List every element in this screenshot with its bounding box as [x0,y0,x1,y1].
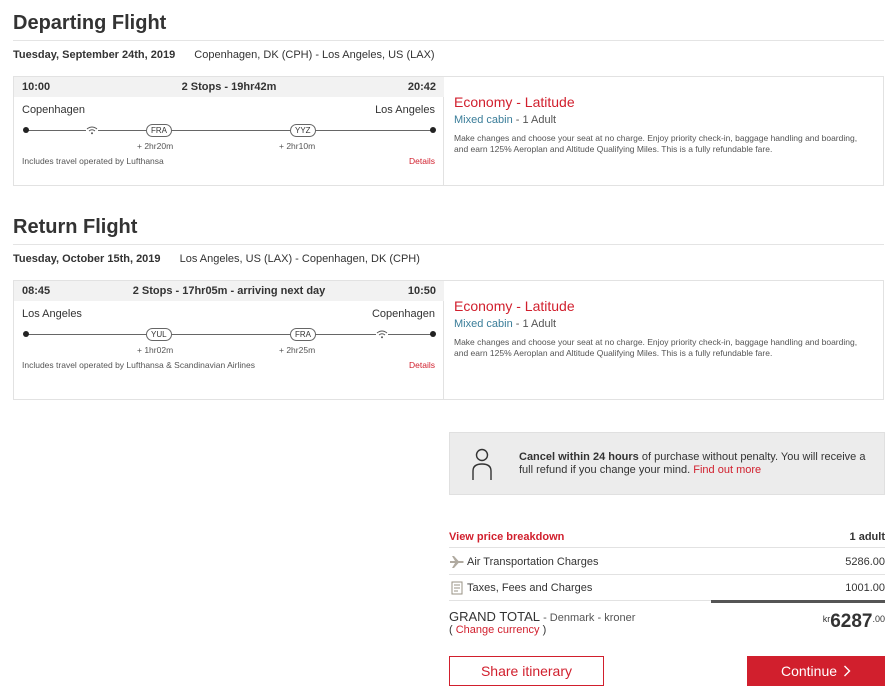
price-row-value: 1001.00 [845,582,885,594]
departing-date-row [13,49,884,61]
layover-duration: + 2hr20m [137,141,174,151]
currency-symbol: kr [822,614,831,624]
change-currency-row [449,624,546,636]
return-fare-description: Make changes and choose your seat at no charge. Enjoy priority check-in, baggage handling and boarding, and earn 125% Aeroplan and Altitude Qualifying Miles. This is a fully refundable fare. [454,337,858,358]
price-row [449,549,885,575]
departing-fare-name: Economy - Latitude [454,94,575,110]
wifi-icon [376,327,388,339]
return-arr-time: 10:50 [407,285,436,297]
passenger-label: 1 adult [849,531,885,543]
stop-badge: YYZ [290,124,316,137]
receipt-icon [449,581,465,595]
return-destination: Copenhagen [371,308,435,320]
return-operated: Includes travel operated by Lufthansa & Scandinavian Airlines [22,360,255,370]
mixed-cabin-link[interactable]: Mixed cabin [454,318,513,330]
departing-date: Tuesday, September 24th, 2019 [13,49,176,61]
layover-duration: + 2hr10m [279,141,316,151]
cancel-notice [449,432,885,495]
route-line [24,334,435,335]
wifi-icon [86,123,98,135]
departing-route: Copenhagen, DK (CPH) - Los Angeles, US (LAX) [194,49,435,61]
cancel-notice-body: of purchase without penalty. You will receive a full refund if you change your mind. [519,451,866,476]
return-dep-time: 08:45 [22,285,51,297]
return-details-link[interactable]: Details [409,360,435,370]
departing-destination: Los Angeles [375,104,435,116]
departing-arr-time: 20:42 [407,81,436,93]
total-divider [711,600,885,603]
passenger-count: - 1 Adult [512,318,557,330]
destination-dot [430,331,436,337]
price-row-label: Air Transportation Charges [467,556,599,568]
stop-badge: FRA [290,328,316,341]
stop-badge: YUL [146,328,172,341]
return-date: Tuesday, October 15th, 2019 [13,253,161,265]
departing-operated: Includes travel operated by Lufthansa [22,156,164,166]
grand-total-title: GRAND TOTAL [449,609,541,624]
stop-badge: FRA [146,124,172,137]
divider [13,40,884,41]
mixed-cabin-link[interactable]: Mixed cabin [454,114,513,126]
price-row [449,575,885,601]
return-flight-card [13,280,884,400]
departing-fare-cabin [454,114,556,126]
departing-origin: Copenhagen [22,104,86,116]
person-icon [471,447,493,481]
price-breakdown-header [449,530,885,548]
return-route: Los Angeles, US (LAX) - Copenhagen, DK (CPH) [179,253,420,265]
return-segment [14,281,444,399]
chevron-right-icon [843,656,851,686]
departing-dep-time: 10:00 [22,81,51,93]
continue-button[interactable] [747,656,885,686]
return-date-row [13,253,884,265]
grand-total-currency-name: - Denmark - kroner [540,612,636,624]
total-integer: 6287 [830,611,873,632]
passenger-count: - 1 Adult [512,114,557,126]
return-route-line [24,328,435,342]
return-summary: 2 Stops - 17hr05m - arriving next day [132,285,326,297]
departing-details-link[interactable]: Details [409,156,435,166]
destination-dot [430,127,436,133]
grand-total-amount [823,611,885,633]
return-origin: Los Angeles [22,308,82,320]
departing-flight-card [13,76,884,186]
share-itinerary-button[interactable]: Share itinerary [449,656,604,686]
layover-duration: + 2hr25m [279,345,316,355]
departing-summary: 2 Stops - 19hr42m [181,81,277,93]
paren-open: ( [449,624,456,636]
paren-close: ) [539,624,547,636]
plane-icon [449,555,465,569]
change-currency-link[interactable]: Change currency [455,624,540,636]
cancel-notice-text [519,451,869,477]
departing-route-line [24,124,435,138]
return-fare-name: Economy - Latitude [454,298,575,314]
grand-total-label [449,609,635,624]
cancel-notice-bold: Cancel within 24 hours [519,451,639,463]
return-fare-cabin [454,318,556,330]
departing-fare-description: Make changes and choose your seat at no charge. Enjoy priority check-in, baggage handling and boarding, and earn 125% Aeroplan and Altitude Qualifying Miles. This is a fully refundable fare. [454,133,858,154]
total-decimal: .00 [872,614,885,624]
layover-duration: + 1hr02m [137,345,174,355]
price-row-label: Taxes, Fees and Charges [467,582,593,594]
continue-label: Continue [780,663,838,679]
price-row-value: 5286.00 [845,556,885,568]
departing-segment [14,77,444,185]
origin-dot [23,127,29,133]
departing-header [14,77,444,97]
divider [13,244,884,245]
return-title: Return Flight [13,216,138,238]
return-header [14,281,444,301]
find-out-more-link[interactable]: Find out more [693,464,762,476]
origin-dot [23,331,29,337]
view-price-breakdown-link[interactable]: View price breakdown [449,531,565,543]
departing-title: Departing Flight [13,12,167,34]
